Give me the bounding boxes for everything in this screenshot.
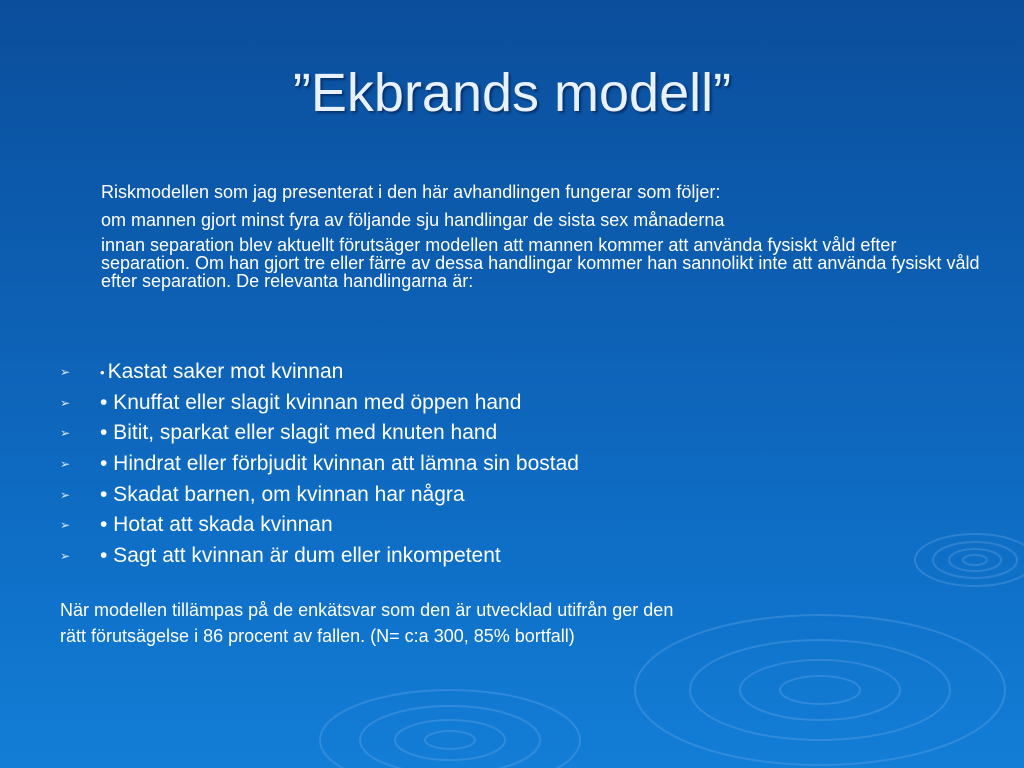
list-item-text: • Sagt att kvinnan är dum eller inkompetent [100,543,501,567]
arrow-bullet-icon: ➢ [60,487,71,502]
intro-text [101,180,981,290]
arrow-bullet-icon: ➢ [60,518,71,533]
arrow-bullet-icon: ➢ [60,548,71,563]
result-line-2: rätt förutsägelse i 86 procent av fallen. (N= c:a 300, 85% bortfall) [60,626,575,646]
arrow-bullet-icon: ➢ [60,365,71,380]
list-item-text: • Bitit, sparkat eller slagit med knuten hand [100,421,498,445]
list-item [60,418,579,449]
arrow-bullet-icon: ➢ [60,426,71,441]
list-item-text: • Hindrat eller förbjudit kvinnan att lämna sin bostad [100,452,579,476]
list-item [60,479,579,510]
arrow-bullet-icon: ➢ [60,395,71,410]
intro-paragraph: innan separation blev aktuellt förutsäger modellen att mannen kommer att använda fysiskt våld efter separation. Om han gjort tre eller färre av dessa handlingar kommer han sannolikt inte att använda fysiskt våld efter separation. De relevanta handlingarna är: [101,235,980,291]
list-item [60,388,579,419]
list-item [60,357,579,388]
result-line-1: När modellen tillämpas på de enkätsvar som den är utvecklad utifrån ger den [60,600,674,620]
handlingar-list [60,357,579,571]
intro-line-2: om mannen gjort minst fyra av följande sju handlingar de sista sex månaderna [101,210,725,230]
list-item-text: • Knuffat eller slagit kvinnan med öppen hand [100,390,522,414]
list-item [60,510,579,541]
list-item-text: • Hotat att skada kvinnan [100,513,333,537]
list-item [60,449,579,480]
list-item-text: • Skadat barnen, om kvinnan har några [100,482,465,506]
intro-line-1: Riskmodellen som jag presenterat i den här avhandlingen fungerar som följer: [101,182,721,202]
list-item [60,541,579,572]
arrow-bullet-icon: ➢ [60,457,71,472]
result-text [60,597,673,649]
list-item-text: Kastat saker mot kvinnan [107,360,344,384]
small-dot-icon: • [100,364,105,380]
slide-title: ”Ekbrands modell” [292,63,732,123]
